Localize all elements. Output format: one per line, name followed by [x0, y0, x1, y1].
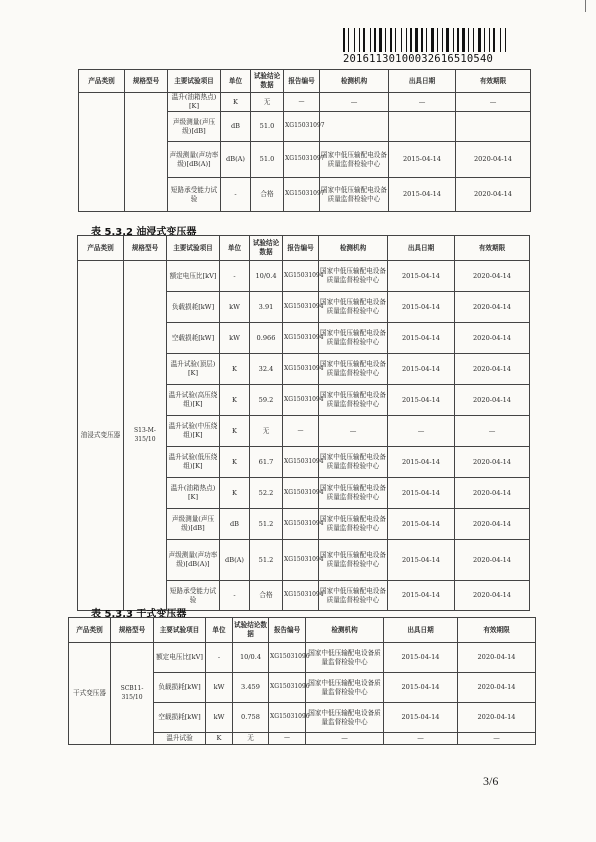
cell-unit: kW [206, 703, 233, 733]
cell-issue-date: 2015-04-14 [388, 354, 455, 385]
barcode-bar [491, 28, 492, 52]
cell-agency: 国家中低压输配电设备质量监督检验中心 [306, 673, 384, 703]
cell-agency: 国家中低压输配电设备质量监督检验中心 [319, 447, 388, 478]
barcode-bar [496, 28, 499, 52]
header-test-item: 主要试验项目 [167, 236, 220, 261]
cell-test-item: 温升试验(顶层)[K] [167, 354, 220, 385]
cell-result: 61.7 [250, 447, 283, 478]
barcode-bar [439, 28, 441, 52]
barcode-bar [346, 28, 347, 52]
cell-result: 3.459 [233, 673, 269, 703]
cell-unit: K [220, 354, 250, 385]
cell-agency: 国家中低压输配电设备质量监督检验中心 [319, 540, 388, 581]
cell-unit: K [206, 733, 233, 745]
barcode-bar [372, 28, 373, 52]
barcode-bar [421, 28, 423, 52]
cell-unit: K [220, 416, 250, 447]
barcode-bar [478, 28, 481, 52]
cell-unit: kW [220, 323, 250, 354]
barcode-bar [502, 28, 504, 52]
cell-test-item: 声级测量(声功率级)[dB(A)] [168, 142, 221, 178]
cell-model [125, 93, 168, 212]
cell-agency: 国家中低压输配电设备质量监督检验中心 [319, 385, 388, 416]
cell-test-item: 负载损耗[kW] [154, 673, 206, 703]
header-model: 规格型号 [125, 70, 168, 93]
header-unit: 单位 [220, 236, 250, 261]
cell-result: 合格 [251, 178, 284, 212]
cell-valid-until: — [458, 733, 536, 745]
cell-issue-date: 2015-04-14 [389, 142, 456, 178]
cell-report-no: XG15031097 [284, 142, 320, 178]
barcode-bar [377, 28, 378, 52]
cell-valid-until: 2020-04-14 [456, 178, 531, 212]
cell-model: SCB11-315/10 [111, 643, 154, 745]
cell-issue-date: 2015-04-14 [384, 673, 458, 703]
cell-unit: - [221, 178, 251, 212]
barcode-bar [403, 28, 405, 52]
cell-agency: 国家中低压输配电设备质量监督检验中心 [306, 643, 384, 673]
barcode-bar [387, 28, 389, 52]
cell-agency: 国家中低压输配电设备质量监督检验中心 [319, 509, 388, 540]
cell-test-item: 短路承受能力试验 [168, 178, 221, 212]
cell-result: 3.91 [250, 292, 283, 323]
barcode-bar [431, 28, 434, 52]
table-row [78, 261, 530, 292]
header-issue-date: 出具日期 [384, 618, 458, 643]
cell-valid-until: 2020-04-14 [455, 292, 530, 323]
cell-unit: K [220, 385, 250, 416]
barcode-bar [401, 28, 402, 52]
cell-agency: 国家中低压输配电设备质量监督检验中心 [319, 292, 388, 323]
barcode-bar [468, 28, 469, 52]
cell-report-no: XG15031094 [283, 478, 319, 509]
cell-category: 油浸式变压器 [78, 261, 124, 611]
cell-valid-until: 2020-04-14 [455, 385, 530, 416]
barcode-bar [366, 28, 369, 52]
cell-agency: — [319, 416, 388, 447]
cell-issue-date: 2015-04-14 [388, 540, 455, 581]
page-number: 3/6 [483, 774, 499, 788]
barcode-bar [426, 28, 427, 52]
barcode-bar [484, 28, 485, 52]
cell-issue-date: 2015-04-14 [384, 703, 458, 733]
cell-test-item: 温升(油箱热点)[K] [168, 93, 221, 112]
cell-unit: K [220, 447, 250, 478]
cell-result: 0.758 [233, 703, 269, 733]
barcode-bar [453, 28, 454, 52]
barcode-bar [374, 28, 376, 52]
header-category: 产品类别 [78, 236, 124, 261]
barcode-bar [462, 28, 465, 52]
margin-mark [585, 0, 586, 12]
cell-test-item: 温升试验(中压绕组)[K] [167, 416, 220, 447]
barcode-bar [343, 28, 345, 52]
cell-test-item: 声级测量(声压级)[dB] [167, 509, 220, 540]
header-issue-date: 出具日期 [389, 70, 456, 93]
cell-issue-date: — [388, 416, 455, 447]
table-continued [78, 69, 531, 212]
header-valid-until: 有效期限 [456, 70, 531, 93]
cell-report-no: XG15031094 [283, 292, 319, 323]
cell-valid-until: 2020-04-14 [455, 261, 530, 292]
cell-agency: 国家中低压输配电设备质量监督检验中心 [319, 261, 388, 292]
cell-issue-date: 2015-04-14 [388, 385, 455, 416]
cell-valid-until: 2020-04-14 [455, 509, 530, 540]
cell-test-item: 温升试验(低压绕组)[K] [167, 447, 220, 478]
cell-issue-date: 2015-04-14 [388, 509, 455, 540]
cell-report-no: XG15031096 [269, 703, 306, 733]
cell-result: 51.0 [251, 112, 284, 142]
cell-result: 51.0 [251, 142, 284, 178]
cell-unit: dB [220, 509, 250, 540]
cell-unit: - [220, 261, 250, 292]
header-valid-until: 有效期限 [458, 618, 536, 643]
cell-agency [320, 112, 389, 142]
cell-test-item: 声级测量(声功率级)[dB(A)] [167, 540, 220, 581]
cell-issue-date: 2015-04-14 [388, 478, 455, 509]
barcode-bar [415, 28, 418, 52]
barcode-bar [457, 28, 459, 52]
cell-report-no: XG15031094 [283, 323, 319, 354]
caption-dry-type: 表 5.3.3 干式变压器 [91, 609, 187, 620]
barcode-bar [356, 28, 358, 52]
cell-test-item: 空载损耗[kW] [154, 703, 206, 733]
header-category: 产品类别 [79, 70, 125, 93]
cell-test-item: 空载损耗[kW] [167, 323, 220, 354]
cell-test-item: 额定电压比[kV] [167, 261, 220, 292]
cell-unit: K [220, 478, 250, 509]
cell-agency: 国家中低压输配电设备质量监督检验中心 [320, 142, 389, 178]
cell-valid-until: 2020-04-14 [458, 703, 536, 733]
cell-test-item: 温升试验 [154, 733, 206, 745]
cell-issue-date: 2015-04-14 [388, 581, 455, 611]
caption-oil-immersed: 表 5.3.2 油浸式变压器 [91, 227, 197, 238]
cell-result: 32.4 [250, 354, 283, 385]
header-report-no: 报告编号 [283, 236, 319, 261]
header-agency: 检测机构 [319, 236, 388, 261]
cell-valid-until: 2020-04-14 [455, 478, 530, 509]
table-oil-immersed [77, 235, 530, 611]
cell-result: 52.2 [250, 478, 283, 509]
barcode-bar [489, 28, 490, 52]
header-unit: 单位 [206, 618, 233, 643]
cell-category: 干式变压器 [69, 643, 111, 745]
cell-report-no: — [284, 93, 320, 112]
cell-report-no: XG15031097 [284, 112, 320, 142]
header-agency: 检测机构 [306, 618, 384, 643]
barcode-number: 20161130100032616510540 [343, 53, 493, 65]
cell-agency: 国家中低压输配电设备质量监督检验中心 [320, 178, 389, 212]
cell-agency: 国家中低压输配电设备质量监督检验中心 [319, 581, 388, 611]
barcode-bar [486, 28, 488, 52]
cell-issue-date: 2015-04-14 [388, 323, 455, 354]
barcode-bar [413, 28, 414, 52]
barcode-bar [393, 28, 394, 52]
barcode-bar [473, 28, 474, 52]
cell-agency: — [320, 93, 389, 112]
barcode-bar [379, 28, 382, 52]
cell-issue-date: 2015-04-14 [384, 643, 458, 673]
barcode-bar [354, 28, 355, 52]
cell-issue-date: 2015-04-14 [388, 261, 455, 292]
cell-valid-until: 2020-04-14 [455, 323, 530, 354]
cell-valid-until: 2020-04-14 [455, 354, 530, 385]
cell-agency: 国家中低压输配电设备质量监督检验中心 [306, 703, 384, 733]
header-row [78, 236, 530, 261]
barcode-bar [450, 28, 452, 52]
header-test-item: 主要试验项目 [154, 618, 206, 643]
cell-test-item: 额定电压比[kV] [154, 643, 206, 673]
cell-valid-until: 2020-04-14 [455, 581, 530, 611]
cell-valid-until [456, 112, 531, 142]
barcode-bar [390, 28, 392, 52]
cell-unit: dB [221, 112, 251, 142]
header-agency: 检测机构 [320, 70, 389, 93]
header-report-no: 报告编号 [284, 70, 320, 93]
barcode-bar [363, 28, 365, 52]
cell-report-no: XG15031097 [284, 178, 320, 212]
cell-unit: kW [206, 673, 233, 703]
cell-result: 合格 [250, 581, 283, 611]
barcode-bar [455, 28, 456, 52]
barcode-bar [437, 28, 438, 52]
header-result: 试验结论数据 [233, 618, 269, 643]
header-category: 产品类别 [69, 618, 111, 643]
cell-agency: 国家中低压输配电设备质量监督检验中心 [319, 478, 388, 509]
barcode-bar [446, 28, 449, 52]
cell-valid-until: 2020-04-14 [458, 673, 536, 703]
header-row [79, 70, 531, 93]
barcode-bar [410, 28, 412, 52]
barcode-bar [383, 28, 384, 52]
cell-valid-until: 2020-04-14 [455, 447, 530, 478]
cell-agency: 国家中低压输配电设备质量监督检验中心 [319, 354, 388, 385]
barcode-bar [370, 28, 371, 52]
cell-test-item: 温升试验(高压绕组)[K] [167, 385, 220, 416]
cell-valid-until: 2020-04-14 [455, 540, 530, 581]
cell-result: 无 [233, 733, 269, 745]
header-model: 规格型号 [124, 236, 167, 261]
barcode-bar [395, 28, 396, 52]
cell-unit: K [221, 93, 251, 112]
cell-report-no: XG15031094 [283, 261, 319, 292]
barcode-bar [466, 28, 467, 52]
cell-test-item: 短路承受能力试验 [167, 581, 220, 611]
cell-issue-date [389, 112, 456, 142]
barcode-bar [424, 28, 425, 52]
cell-report-no: XG15031094 [283, 581, 319, 611]
header-result: 试验结论数据 [250, 236, 283, 261]
header-result: 试验结论数据 [251, 70, 284, 93]
cell-report-no: XG15031096 [269, 673, 306, 703]
header-report-no: 报告编号 [269, 618, 306, 643]
barcode-bar [385, 28, 386, 52]
barcode-bar [475, 28, 477, 52]
cell-report-no: XG15031094 [283, 385, 319, 416]
cell-result: 无 [250, 416, 283, 447]
barcode-bar [359, 28, 360, 52]
barcode-bar [408, 28, 409, 52]
cell-issue-date: 2015-04-14 [389, 178, 456, 212]
cell-valid-until: 2020-04-14 [458, 643, 536, 673]
cell-unit: - [206, 643, 233, 673]
cell-test-item: 负载损耗[kW] [167, 292, 220, 323]
barcode-bar [406, 28, 407, 52]
cell-test-item: 温升(油箱热点)[K] [167, 478, 220, 509]
cell-report-no: — [283, 416, 319, 447]
header-test-item: 主要试验项目 [168, 70, 221, 93]
header-row [69, 618, 536, 643]
cell-report-no: — [269, 733, 306, 745]
cell-unit: kW [220, 292, 250, 323]
barcode-bar [419, 28, 420, 52]
barcode-bar [350, 28, 353, 52]
barcode-bar [435, 28, 436, 52]
barcode-bar [428, 28, 430, 52]
barcode-bar [500, 28, 501, 52]
cell-issue-date: 2015-04-14 [388, 447, 455, 478]
header-valid-until: 有效期限 [455, 236, 530, 261]
cell-report-no: XG15031094 [283, 447, 319, 478]
cell-report-no: XG15031094 [283, 354, 319, 385]
cell-agency: — [306, 733, 384, 745]
barcode-bar [482, 28, 483, 52]
cell-issue-date: — [384, 733, 458, 745]
barcode-bar [460, 28, 461, 52]
table-dry-type [68, 617, 536, 745]
cell-result: 51.2 [250, 509, 283, 540]
cell-valid-until: — [455, 416, 530, 447]
cell-unit: dB(A) [221, 142, 251, 178]
cell-report-no: XG15031094 [283, 509, 319, 540]
cell-report-no: XG15031096 [269, 643, 306, 673]
cell-unit: dB(A) [220, 540, 250, 581]
barcode-bar [470, 28, 472, 52]
cell-report-no: XG15031094 [283, 540, 319, 581]
barcode-image [343, 28, 539, 52]
cell-result: 0.966 [250, 323, 283, 354]
barcode-bar [444, 28, 445, 52]
barcode-bar [493, 28, 495, 52]
cell-model: S13-M-315/10 [124, 261, 167, 611]
cell-result: 10/0.4 [233, 643, 269, 673]
cell-category [79, 93, 125, 212]
barcode-bar [507, 28, 508, 52]
barcode-bar [397, 28, 400, 52]
barcode-bar [505, 28, 506, 52]
cell-result: 无 [251, 93, 284, 112]
cell-issue-date: 2015-04-14 [388, 292, 455, 323]
header-unit: 单位 [221, 70, 251, 93]
header-model: 规格型号 [111, 618, 154, 643]
table-row [79, 93, 531, 112]
cell-result: 51.2 [250, 540, 283, 581]
cell-valid-until: — [456, 93, 531, 112]
cell-agency: 国家中低压输配电设备质量监督检验中心 [319, 323, 388, 354]
cell-valid-until: 2020-04-14 [456, 142, 531, 178]
cell-result: 59.2 [250, 385, 283, 416]
barcode-bar [442, 28, 443, 52]
cell-test-item: 声级测量(声压级)[dB] [168, 112, 221, 142]
cell-unit: - [220, 581, 250, 611]
barcode-bar [348, 28, 349, 52]
cell-result: 10/0.4 [250, 261, 283, 292]
cell-issue-date: — [389, 93, 456, 112]
table-row [69, 643, 536, 673]
barcode-bar [361, 28, 362, 52]
header-issue-date: 出具日期 [388, 236, 455, 261]
